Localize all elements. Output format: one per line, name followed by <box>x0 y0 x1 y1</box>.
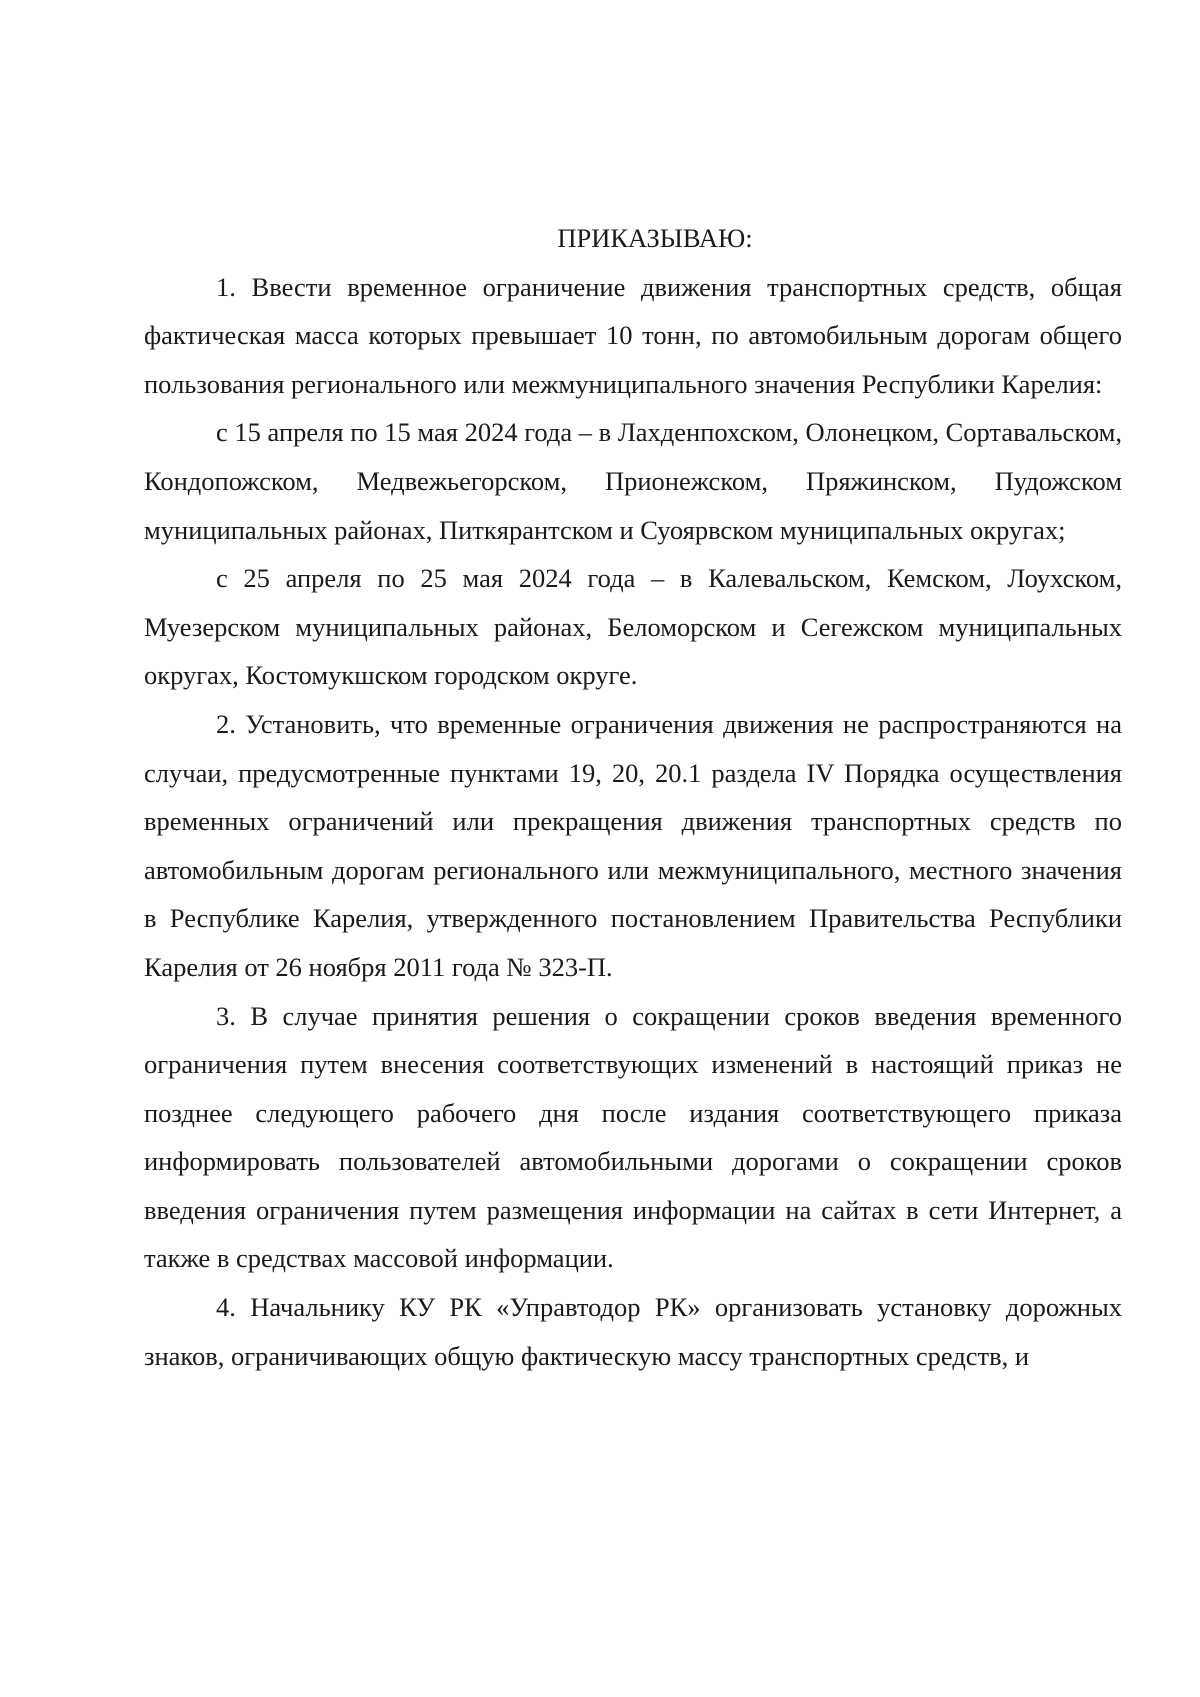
paragraph-3-notification: 3. В случае принятия решения о сокращении сроков введения временного ограничения путем внесения соответствующих изменений в настоящий приказ не позднее следующего рабочего дня после издания соответствующего приказа информировать пользователей автомобильными дорогами о сокращении сроков введения ограничения путем размещения информации на сайтах в сети Интернет, а также в средствах массовой информации. <box>144 1000 1122 1274</box>
paragraph-4-road-signs: 4. Начальнику КУ РК «Управтодор РК» организовать установку дорожных знаков, ограничивающих общую фактическую массу транспортных средств, и <box>144 1292 1122 1371</box>
paragraph-2-exceptions: 2. Установить, что временные ограничения движения не распространяются на случаи, предусмотренные пунктами 19, 20, 20.1 раздела IV Порядка осуществления временных ограничений или прекращения движения транспортных средств по автомобильным дорогам регионального или межмуниципального, местного значения в Республике Карелия, утвержденного постановлением Правительства Республики Карелия от 26 ноября 2011 года № 323-П. <box>144 708 1122 982</box>
paragraph-1-restriction: 1. Ввести временное ограничение движения транспортных средств, общая фактическая масса которых превышает 10 тонн, по автомобильным дорогам общего пользования регионального или межмуниципального значения Республики Карелия: <box>144 271 1122 399</box>
order-heading: ПРИКАЗЫВАЮ: <box>557 223 753 253</box>
paragraph-1-period-april-15: с 15 апреля по 15 мая 2024 года – в Лахденпохском, Олонецком, Сортавальском, Кондопожском, Медвежьегорском, Прионежском, Пряжинском, Пудожском муниципальных районах, Питкярантском и Суоярвском муниципальных округах; <box>144 417 1122 545</box>
paragraph-1-period-april-25: с 25 апреля по 25 мая 2024 года – в Калевальском, Кемском, Лоухском, Муезерском муниципальных районах, Беломорском и Сегежском муниципальных округах, Костомукшском городском округе. <box>144 563 1122 691</box>
document-body <box>144 214 1122 1380</box>
